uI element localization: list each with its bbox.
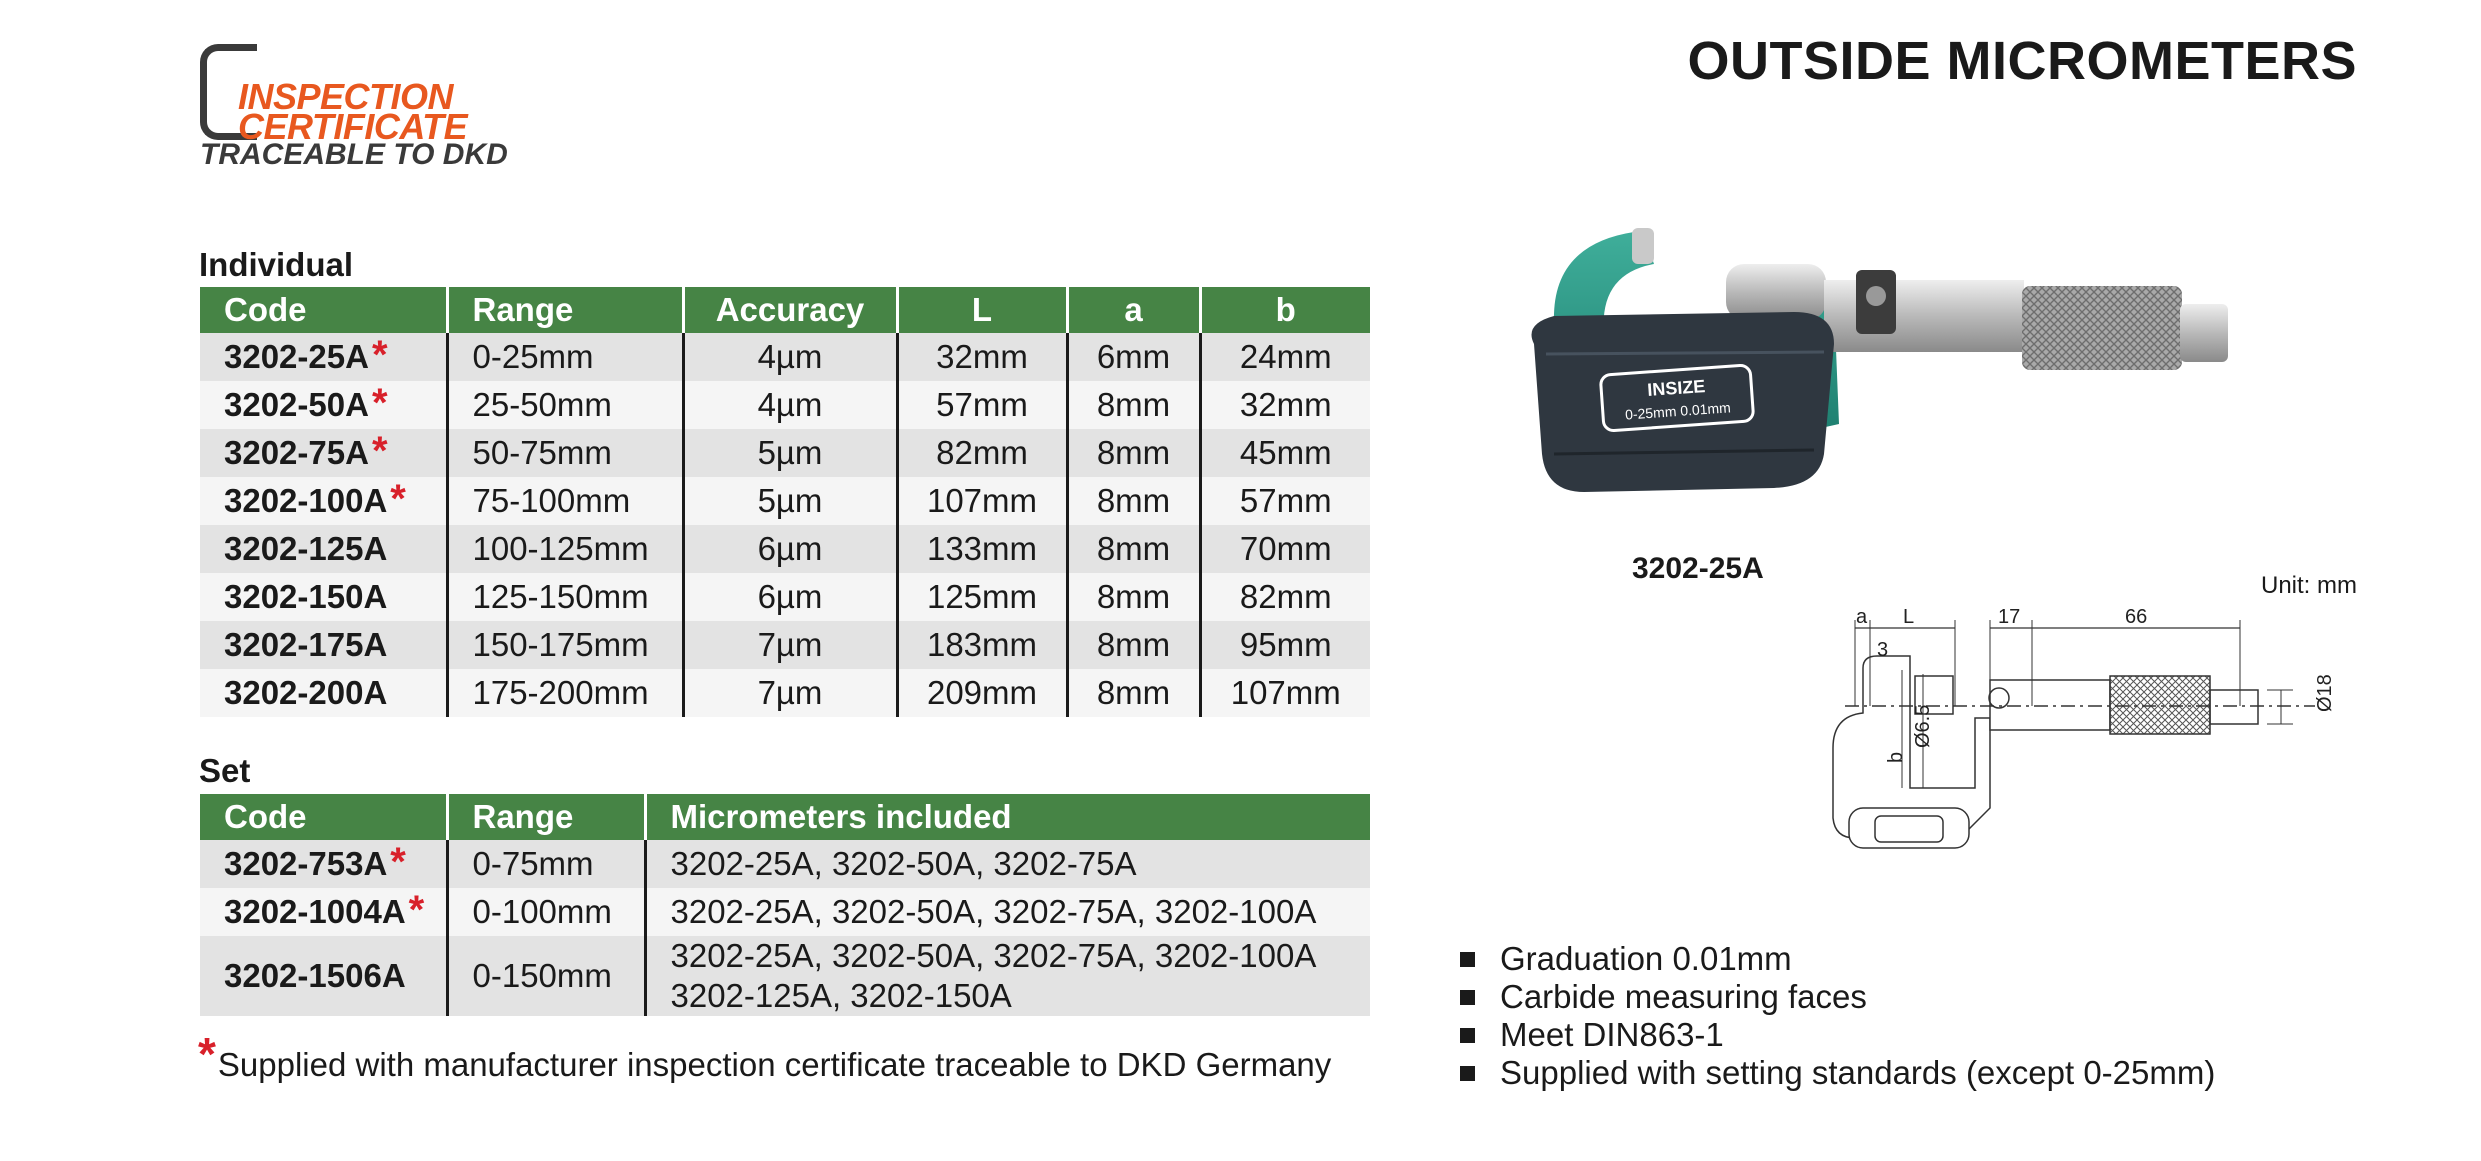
cell-a: 8mm xyxy=(1067,381,1200,429)
cell-accuracy: 4µm xyxy=(683,381,897,429)
individual-section-title: Individual xyxy=(199,246,354,283)
header-a: a xyxy=(1067,287,1200,333)
footnote xyxy=(198,1028,1332,1084)
cell-b: 82mm xyxy=(1200,573,1370,621)
set-spec-table xyxy=(200,794,1370,1016)
cell-code: 3202-50A* xyxy=(200,381,447,429)
cell-b: 45mm xyxy=(1200,429,1370,477)
table-row xyxy=(200,669,1370,717)
logo-line-1: INSPECTION xyxy=(238,76,454,117)
cell-code: 3202-1506A xyxy=(200,936,447,1016)
dim-l: L xyxy=(1903,608,1915,628)
cell-accuracy: 5µm xyxy=(683,477,897,525)
feature-item: Meet DIN863-1 xyxy=(1460,1016,2215,1054)
photo-brand: INSIZE xyxy=(1646,376,1706,401)
cell-included xyxy=(645,840,1370,888)
included-line: 3202-25A, 3202-50A, 3202-75A, 3202-100A xyxy=(670,893,1317,930)
footnote-star: * xyxy=(198,1028,216,1080)
certificate-star-icon: * xyxy=(390,840,406,884)
photo-label: 0-25mm 0.01mm xyxy=(1624,399,1732,423)
table-row xyxy=(200,621,1370,669)
cell-l: 209mm xyxy=(897,669,1067,717)
cell-range: 50-75mm xyxy=(447,429,683,477)
cell-code: 3202-100A* xyxy=(200,477,447,525)
feature-item: Supplied with setting standards (except 0-25mm) xyxy=(1460,1054,2215,1092)
cell-accuracy: 7µm xyxy=(683,621,897,669)
cell-l: 82mm xyxy=(897,429,1067,477)
unit-label: Unit: mm xyxy=(2261,572,2357,599)
table-row xyxy=(200,573,1370,621)
header-l: L xyxy=(897,287,1067,333)
header-accuracy: Accuracy xyxy=(683,287,897,333)
cell-a: 8mm xyxy=(1067,621,1200,669)
cell-range: 0-25mm xyxy=(447,333,683,381)
cell-code: 3202-25A* xyxy=(200,333,447,381)
header-code: Code xyxy=(200,287,447,333)
set-section-title: Set xyxy=(199,752,251,789)
header-range: Range xyxy=(447,287,683,333)
cell-code: 3202-150A xyxy=(200,573,447,621)
dim-6-5: Ø6.5 xyxy=(1912,704,1934,748)
table-row xyxy=(200,381,1370,429)
certificate-star-icon: * xyxy=(371,333,388,377)
cell-l: 125mm xyxy=(897,573,1067,621)
dim-b: b xyxy=(1885,751,1907,763)
cell-accuracy: 6µm xyxy=(683,525,897,573)
dim-3: 3 xyxy=(1877,639,1889,661)
page-title: OUTSIDE MICROMETERS xyxy=(1687,31,2357,91)
certificate-star-icon: * xyxy=(390,477,406,521)
logo-line-3: TRACEABLE TO DKD xyxy=(200,138,508,171)
feature-item: Carbide measuring faces xyxy=(1460,978,2215,1016)
feature-list xyxy=(1460,940,2215,1092)
cell-a: 8mm xyxy=(1067,429,1200,477)
header-range: Range xyxy=(447,794,645,840)
cell-included xyxy=(645,936,1370,1016)
cell-code: 3202-753A* xyxy=(200,840,447,888)
cell-l: 183mm xyxy=(897,621,1067,669)
cell-accuracy: 6µm xyxy=(683,573,897,621)
cell-code: 3202-175A xyxy=(200,621,447,669)
bullet-icon xyxy=(1460,952,1475,967)
logo-line-2: CERTIFICATE xyxy=(238,106,468,147)
table-row xyxy=(200,888,1370,936)
included-line: 3202-125A, 3202-150A xyxy=(670,977,1012,1014)
dim-a: a xyxy=(1856,608,1868,628)
cell-l: 57mm xyxy=(897,381,1067,429)
table-row xyxy=(200,477,1370,525)
cell-code: 3202-200A xyxy=(200,669,447,717)
cell-range: 100-125mm xyxy=(447,525,683,573)
footnote-text: Supplied with manufacturer inspection certificate traceable to DKD Germany xyxy=(217,1046,1332,1083)
cell-l: 32mm xyxy=(897,333,1067,381)
cell-b: 107mm xyxy=(1200,669,1370,717)
header-included: Micrometers included xyxy=(645,794,1370,840)
individual-spec-table xyxy=(200,287,1370,717)
cell-b: 24mm xyxy=(1200,333,1370,381)
micrometer-photo xyxy=(1494,204,2234,524)
dim-18: Ø18 xyxy=(2314,674,2336,712)
bullet-icon xyxy=(1460,990,1475,1005)
cell-code: 3202-75A* xyxy=(200,429,447,477)
table-row xyxy=(200,525,1370,573)
table-row xyxy=(200,333,1370,381)
cell-range: 150-175mm xyxy=(447,621,683,669)
header-code: Code xyxy=(200,794,447,840)
feature-item: Graduation 0.01mm xyxy=(1460,940,2215,978)
dim-66: 66 xyxy=(2125,608,2148,628)
certificate-star-icon: * xyxy=(371,429,388,473)
cell-a: 8mm xyxy=(1067,669,1200,717)
cell-code: 3202-1004A* xyxy=(200,888,447,936)
table-row xyxy=(200,936,1370,1016)
header-b: b xyxy=(1200,287,1370,333)
cell-accuracy: 5µm xyxy=(683,429,897,477)
table-header-row xyxy=(200,287,1370,333)
certificate-star-icon: * xyxy=(408,888,425,932)
cell-l: 133mm xyxy=(897,525,1067,573)
cell-a: 8mm xyxy=(1067,477,1200,525)
cell-range: 75-100mm xyxy=(447,477,683,525)
cell-code: 3202-125A xyxy=(200,525,447,573)
certificate-star-icon: * xyxy=(371,381,388,425)
photo-caption: 3202-25A xyxy=(1632,552,1764,585)
cell-range: 25-50mm xyxy=(447,381,683,429)
cell-range: 0-75mm xyxy=(447,840,645,888)
cell-accuracy: 7µm xyxy=(683,669,897,717)
dim-17: 17 xyxy=(1998,608,2021,628)
cell-b: 70mm xyxy=(1200,525,1370,573)
cell-a: 8mm xyxy=(1067,573,1200,621)
cell-b: 95mm xyxy=(1200,621,1370,669)
table-header-row xyxy=(200,794,1370,840)
cell-b: 57mm xyxy=(1200,477,1370,525)
cell-range: 0-150mm xyxy=(447,936,645,1016)
cell-range: 125-150mm xyxy=(447,573,683,621)
cell-range: 175-200mm xyxy=(447,669,683,717)
dimension-drawing xyxy=(1815,608,2355,878)
cell-a: 8mm xyxy=(1067,525,1200,573)
inspection-certificate-logo xyxy=(196,38,516,178)
cell-included xyxy=(645,888,1370,936)
cell-accuracy: 4µm xyxy=(683,333,897,381)
cell-b: 32mm xyxy=(1200,381,1370,429)
table-row xyxy=(200,429,1370,477)
table-row xyxy=(200,840,1370,888)
bullet-icon xyxy=(1460,1066,1475,1081)
cell-a: 6mm xyxy=(1067,333,1200,381)
cell-l: 107mm xyxy=(897,477,1067,525)
included-line: 3202-25A, 3202-50A, 3202-75A, 3202-100A xyxy=(670,937,1317,974)
cell-range: 0-100mm xyxy=(447,888,645,936)
included-line: 3202-25A, 3202-50A, 3202-75A xyxy=(670,845,1137,882)
bullet-icon xyxy=(1460,1028,1475,1043)
